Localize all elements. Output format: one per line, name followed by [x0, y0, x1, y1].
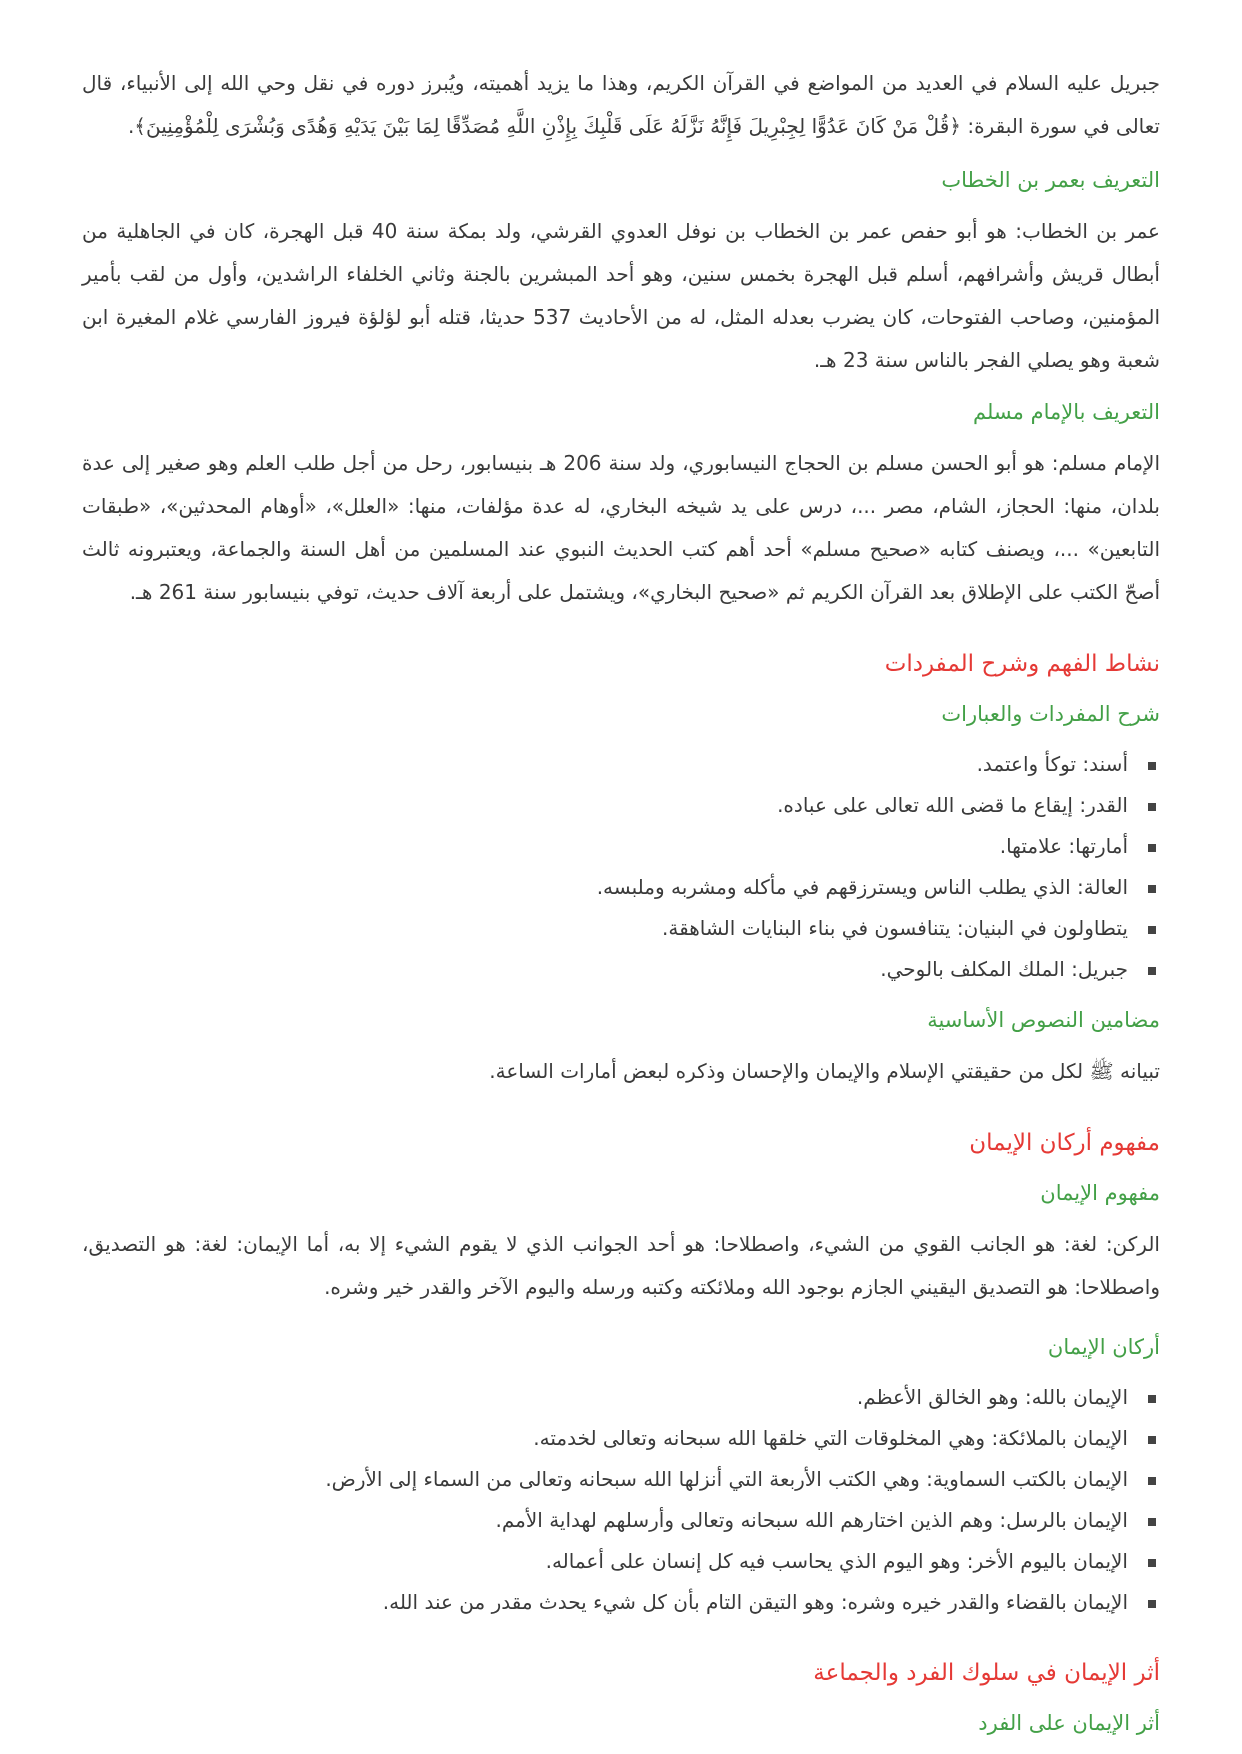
omar-heading: التعريف بعمر بن الخطاب — [941, 168, 1160, 192]
list-item: الإيمان بالله: وهو الخالق الأعظم. — [82, 1377, 1160, 1418]
muslim-paragraph: الإمام مسلم: هو أبو الحسن مسلم بن الحجاج النيسابوري، ولد سنة 206 هـ بنيسابور، رحل من أجل طلب العلم وهو صغير إلى عدة بلدان، منها: الحجاز، الشام، مصر ...، درس على يد شيخه البخاري، له عدة مؤلفات، منها: «العلل»، «أوهام المحدثين»، «طبقات التابعين» ...، ويصنف كتابه «صحيح مسلم» أحد أهم كتب الحديث النبوي عند المسلمين من أهل السنة والجماعة، ويعتبرونه ثالث أصحّ الكتب على الإطلاق بعد القرآن الكريم ثم «صحيح البخاري»، ويشتمل على أربعة آلاف حديث، توفي بنيسابور سنة 261 هـ. — [82, 451, 1160, 604]
vocab-heading: شرح المفردات والعبارات — [941, 702, 1160, 726]
list-item: القدر: إيقاع ما قضى الله تعالى على عباده. — [82, 785, 1160, 826]
pillars-list-heading: أركان الإيمان — [1047, 1335, 1160, 1359]
list-item: الإيمان بالملائكة: وهي المخلوقات التي خلقها الله سبحانه وتعالى لخدمته. — [82, 1418, 1160, 1459]
list-item: جبريل: الملك المكلف بالوحي. — [82, 949, 1160, 990]
list-item: الإيمان بالكتب السماوية: وهي الكتب الأربعة التي أنزلها الله سبحانه وتعالى من السماء إلى الأرض. — [82, 1459, 1160, 1500]
faith-concept-heading: مفهوم الإيمان — [1040, 1181, 1160, 1205]
list-item: يتطاولون في البنيان: يتنافسون في بناء البنايات الشاهقة. — [82, 908, 1160, 949]
list-item: أمارتها: علامتها. — [82, 826, 1160, 867]
comprehension-heading: نشاط الفهم وشرح المفردات — [884, 651, 1160, 677]
list-item: الإيمان بالرسل: وهم الذين اختارهم الله سبحانه وتعالى وأرسلهم لهداية الأمم. — [82, 1500, 1160, 1541]
themes-heading: مضامين النصوص الأساسية — [927, 1008, 1160, 1032]
vocab-list — [82, 744, 1160, 990]
faith-concept-paragraph: الركن: لغة: هو الجانب القوي من الشيء، واصطلاحا: هو أحد الجوانب الذي لا يقوم الشيء إلا به، أما الإيمان: لغة: هو التصديق، واصطلاحا: هو التصديق اليقيني الجازم بوجود الله وملائكته وكتبه ورسله واليوم الآخر والقدر خير وشره. — [82, 1232, 1160, 1299]
list-item: الإيمان باليوم الأخر: وهو اليوم الذي يحاسب فيه كل إنسان على أعماله. — [82, 1541, 1160, 1582]
themes-paragraph: تبيانه ﷺ لكل من حقيقتي الإسلام والإيمان والإحسان وذكره لبعض أمارات الساعة. — [489, 1059, 1160, 1083]
pillars-heading: مفهوم أركان الإيمان — [969, 1130, 1160, 1156]
list-item: أسند: توكأ واعتمد. — [82, 744, 1160, 785]
pillars-list — [82, 1377, 1160, 1623]
omar-paragraph: عمر بن الخطاب: هو أبو حفص عمر بن الخطاب بن نوفل العدوي القرشي، ولد بمكة سنة 40 قبل الهجرة، كان في الجاهلية من أبطال قريش وأشرافهم، أسلم قبل الهجرة بخمس سنين، وهو أحد المبشرين بالجنة وثاني الخلفاء الراشدين، وأول من لقب بأمير المؤمنين، وصاحب الفتوحات، كان يضرب بعدله المثل، له من الأحاديث 537 حديثا، قتله أبو لؤلؤة فيروز الفارسي غلام المغيرة ابن شعبة وهو يصلي الفجر بالناس سنة 23 هـ. — [82, 219, 1161, 372]
impact-heading: أثر الإيمان في سلوك الفرد والجماعة — [813, 1660, 1160, 1686]
muslim-heading: التعريف بالإمام مسلم — [972, 400, 1160, 424]
list-item: الإيمان بالقضاء والقدر خيره وشره: وهو التيقن التام بأن كل شيء يحدث مقدر من عند الله. — [82, 1582, 1160, 1623]
intro-paragraph: جبريل عليه السلام في العديد من المواضع في القرآن الكريم، وهذا ما يزيد أهميته، ويُبرز دوره في نقل وحي الله إلى الأنبياء، قال تعالى في سورة البقرة: ﴿قُلْ مَنْ كَانَ عَدُوًّا لِجِبْرِيلَ فَإِنَّهُ نَزَّلَهُ عَلَى قَلْبِكَ بِإِذْنِ اللَّهِ مُصَدِّقًا لِمَا بَيْنَ يَدَيْهِ وَهُدًى وَبُشْرَى لِلْمُؤْمِنِينَ﴾. — [82, 71, 1160, 138]
impact-individual-heading: أثر الإيمان على الفرد — [978, 1711, 1160, 1735]
list-item: العالة: الذي يطلب الناس ويسترزقهم في مأكله ومشربه وملبسه. — [82, 867, 1160, 908]
